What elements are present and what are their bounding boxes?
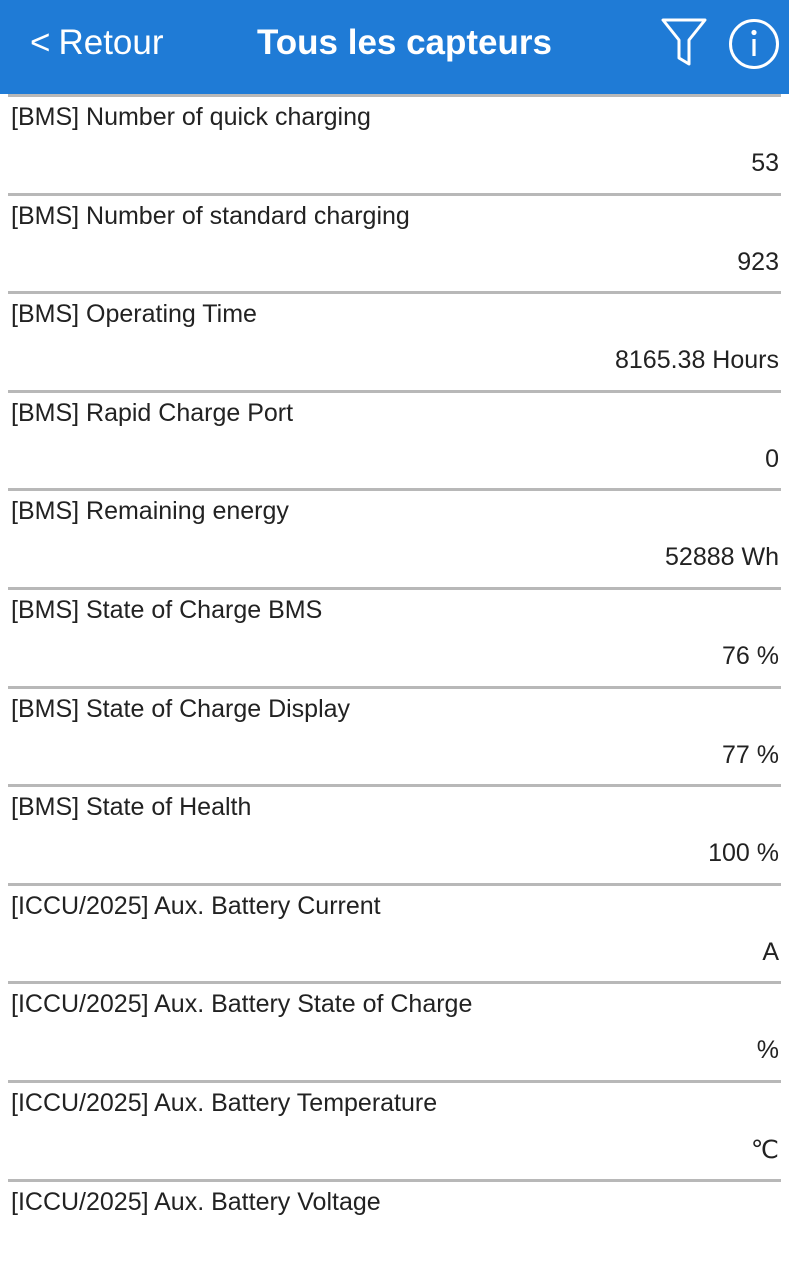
- sensor-row[interactable]: [0, 488, 789, 587]
- sensor-row[interactable]: [0, 784, 789, 883]
- sensor-value: 0: [765, 444, 779, 473]
- row-divider: [8, 488, 781, 491]
- row-divider: [8, 291, 781, 294]
- sensor-row[interactable]: [0, 390, 789, 489]
- sensor-row[interactable]: [0, 1179, 789, 1277]
- row-divider: [8, 1179, 781, 1182]
- row-divider: [8, 390, 781, 393]
- row-divider: [8, 193, 781, 196]
- sensor-value: %: [756, 1036, 779, 1065]
- sensor-value: 923: [737, 247, 779, 276]
- sensor-value: 52888 Wh: [665, 543, 779, 572]
- row-divider: [8, 784, 781, 787]
- sensor-row[interactable]: [0, 686, 789, 785]
- sensor-row[interactable]: [0, 94, 789, 193]
- back-chevron-icon: <: [30, 23, 51, 62]
- sensor-row[interactable]: [0, 883, 789, 982]
- back-label: Retour: [58, 23, 164, 62]
- filter-button[interactable]: [660, 16, 708, 68]
- sensor-name: [BMS] Number of quick charging: [11, 103, 371, 131]
- sensor-list[interactable]: [0, 94, 789, 1277]
- sensor-name: [BMS] State of Health: [11, 793, 252, 822]
- sensor-value: 76 %: [722, 641, 779, 670]
- page-title-text: Tous les capteurs: [256, 23, 552, 62]
- sensor-name: [BMS] Operating Time: [11, 300, 257, 329]
- sensor-value: 53: [751, 149, 779, 177]
- sensor-row[interactable]: [0, 1080, 789, 1179]
- row-divider: [8, 883, 781, 886]
- row-divider: [8, 94, 781, 97]
- row-divider: [8, 587, 781, 590]
- row-divider: [8, 686, 781, 689]
- sensor-value: A: [762, 937, 779, 966]
- app-header: [0, 0, 789, 94]
- sensor-name: [ICCU/2025] Aux. Battery State of Charge: [11, 990, 473, 1019]
- sensor-name: [BMS] Number of standard charging: [11, 201, 410, 230]
- row-divider: [8, 1080, 781, 1083]
- sensor-name: [ICCU/2025] Aux. Battery Current: [11, 891, 381, 920]
- sensor-name: [ICCU/2025] Aux. Battery Voltage: [11, 1187, 381, 1216]
- sensor-name: [BMS] State of Charge BMS: [11, 595, 323, 624]
- sensor-name: [ICCU/2025] Aux. Battery Temperature: [11, 1088, 438, 1117]
- sensor-row[interactable]: [0, 193, 789, 292]
- back-button[interactable]: [30, 0, 164, 86]
- row-divider: [8, 981, 781, 984]
- sensor-value: 100 %: [708, 839, 779, 868]
- info-button[interactable]: [728, 18, 780, 70]
- sensor-value: 77 %: [722, 740, 779, 769]
- sensor-row[interactable]: [0, 981, 789, 1080]
- sensor-name: [BMS] State of Charge Display: [11, 694, 351, 723]
- sensor-name: [BMS] Rapid Charge Port: [11, 398, 294, 427]
- filter-icon: [660, 16, 708, 68]
- sensor-row[interactable]: [0, 587, 789, 686]
- sensor-row[interactable]: [0, 291, 789, 390]
- sensor-name: [BMS] Remaining energy: [11, 497, 289, 526]
- info-icon: [728, 18, 780, 70]
- sensor-value: ℃: [750, 1135, 779, 1164]
- sensor-value: 8165.38 Hours: [614, 346, 779, 375]
